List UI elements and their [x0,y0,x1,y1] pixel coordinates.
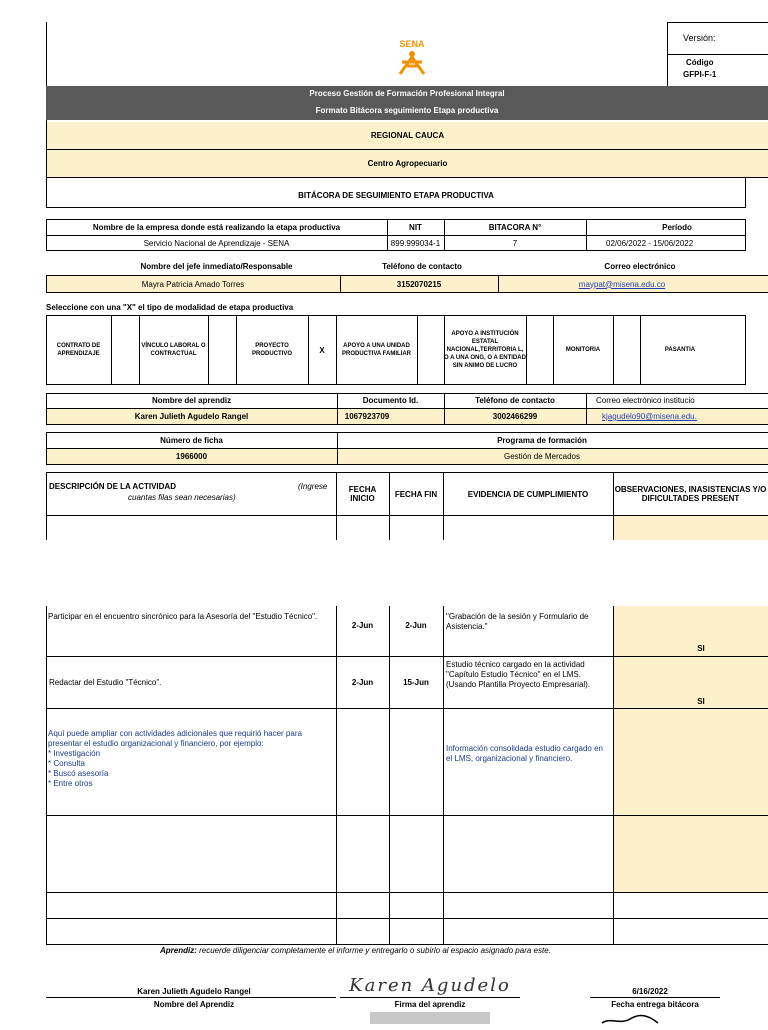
observaciones-label: OBSERVACIONES, INASISTENCIAS Y/O DIFICULTADES PRESENT [614,485,767,503]
aprendiz-note [160,946,551,955]
aprendiz-note-text: recuerde diligenciar completamente el informe y entregarlo o subirlo al espacio asignado para este. [196,946,551,955]
activity-desc-note-a: (Ingrese [298,482,328,491]
jefe-correo-link[interactable]: maypat@misena.edu.co [578,279,666,289]
aprendiz-tel-value: 3002466299 [492,412,538,421]
activity-2-fin: 15-Jun [403,678,429,687]
centro: Centro Agropecuario [46,150,768,178]
activity-2-inicio: 2-Jun [351,678,374,687]
jefe-correo-label: Correo electrónico [604,261,676,271]
company-name-value: Servicio Nacional de Aprendizaje - SENA [143,238,290,248]
scribble-mark [600,1012,660,1024]
periodo-label: Período [662,222,692,232]
activity-desc-label: DESCRIPCIÓN DE LA ACTIVIDAD [49,482,176,491]
jefe-label: Nombre del jefe inmediato/Responsable [140,261,293,271]
bitacora-title: BITÁCORA DE SEGUIMIENTO ETAPA PRODUCTIVA [46,178,746,208]
sig-name: Karen Julieth Agudelo Rangel [137,986,251,996]
regional: REGIONAL CAUCA [46,122,768,150]
svg-text:SENA: SENA [399,39,425,49]
modalidad-pasantia: PASANTIA [664,347,696,353]
modalidad-proyecto: PROYECTO PRODUCTIVO [251,343,292,357]
activity-2-desc: Redactar del Estudio "Técnico". [49,678,162,687]
activity-3-desc: Aquí puede ampliar con actividades adicionales que requirió hacer para presentar el estudio organizacional y financiero, por ejemplo: * Investigación * Consulta * Buscó asesoría * Entre otros [48,729,302,788]
activity-1-inicio: 2-Jun [351,620,374,630]
modalidad-monitoria: MONITORIA [565,347,601,353]
firma-label: Firma del aprendiz [394,999,466,1009]
sena-logo-icon [388,38,436,78]
activity-2-evidencia: Estudio técnico cargado en la actividad "Capítulo Estudio Técnico" en el LMS. (Usando Plantilla Proyecto Empresarial). [446,660,591,689]
format-line: Formato Bitácora seguimiento Etapa productiva [46,100,768,120]
aprendiz-tel-label: Teléfono de contacto [475,396,555,405]
programa-value: Gestión de Mercados [503,452,581,461]
version-label: Versión: [683,33,716,43]
activity-1-desc: Participar en el encuentro sincrónico para la Asesoría del "Estudio Técnico". [48,612,318,621]
jefe-value: Mayra Patricia Amado Torres [141,279,245,289]
activity-2-obs: SI [697,696,705,706]
ficha-label: Número de ficha [160,435,223,445]
fecha-value: 6/16/2022 [632,986,668,996]
jefe-tel-value: 3152070215 [396,279,442,289]
modalidad-prompt: Seleccione con una "X" el tipo de modalidad de etapa productiva [46,303,294,312]
code-label: Código [686,58,714,67]
company-name-label: Nombre de la empresa donde está realizando la etapa productiva [92,222,341,232]
aprendiz-note-prefix: Aprendiz: [160,946,197,955]
fecha-fin-label: FECHA FIN [394,489,438,499]
aprendiz-correo-label: Correo electrónico institucio [596,396,695,405]
aprendiz-name-value: Karen Julieth Agudelo Rangel [134,412,249,421]
aprendiz-correo-link[interactable]: kjagudelo90@misena.edu. [602,412,697,421]
jefe-tel-label: Teléfono de contacto [382,261,462,271]
programa-label: Programa de formación [497,435,587,445]
periodo-value: 02/06/2022 - 15/06/2022 [606,238,694,248]
activity-1-obs: SI [697,643,705,653]
ficha-value: 1966000 [175,452,208,461]
sena-logo [388,38,436,78]
firma-stamp [370,1012,490,1024]
modalidad-proyecto-mark[interactable]: X [319,345,325,355]
nit-label: NIT [409,222,422,232]
page-break [0,540,768,606]
bitacora-number-value: 7 [512,238,518,248]
modalidad-apoyo-familiar: APOYO A UNA UNIDAD PRODUCTIVA FAMILIAR [342,343,411,357]
modalidad-vinculo: VÍNCULO LABORAL O CONTRACTUAL [141,343,206,357]
aprendiz-doc-value: 1067923709 [344,412,390,421]
evidencia-label: EVIDENCIA DE CUMPLIMIENTO [467,489,589,499]
activity-desc-note-b: cuantas filas sean necesarias) [128,493,236,502]
modalidad-contrato: CONTRATO DE APRENDIZAJE [56,343,101,357]
aprendiz-doc-label: Documento Id. [362,396,419,405]
activity-1-evidencia: "Grabación de la sesión y Formulario de Asistencia." [446,612,589,631]
sig-name-label: Nombre del Aprendiz [153,999,235,1009]
signature: Karen Agudelo [349,974,511,996]
modalidad-apoyo-institucion: APOYO A INSTITUCIÓN ESTATAL NACIONAL,TERRITORIA L, O A UNA ONG, O A ENTIDAD SIN ANIMO DE LUCRO [444,331,526,369]
obs-cell-top [614,516,768,540]
nit-value: 899.999034-1 [390,238,441,248]
activity-3-evidencia: Información consolidada estudio cargado en el LMS, organizacional y financiero. [446,744,603,763]
activity-1-fin: 2-Jun [405,620,427,630]
process-line: Proceso Gestión de Formación Profesional Integral [46,86,768,100]
aprendiz-name-label: Nombre del aprendiz [151,396,232,405]
code-value: GFPI-F-1 [683,70,717,79]
fecha-label: Fecha entrega bitácora [611,999,699,1009]
bitacora-number-label: BITACORA N° [488,222,542,232]
fecha-inicio-label: FECHA INICIO [348,485,377,503]
